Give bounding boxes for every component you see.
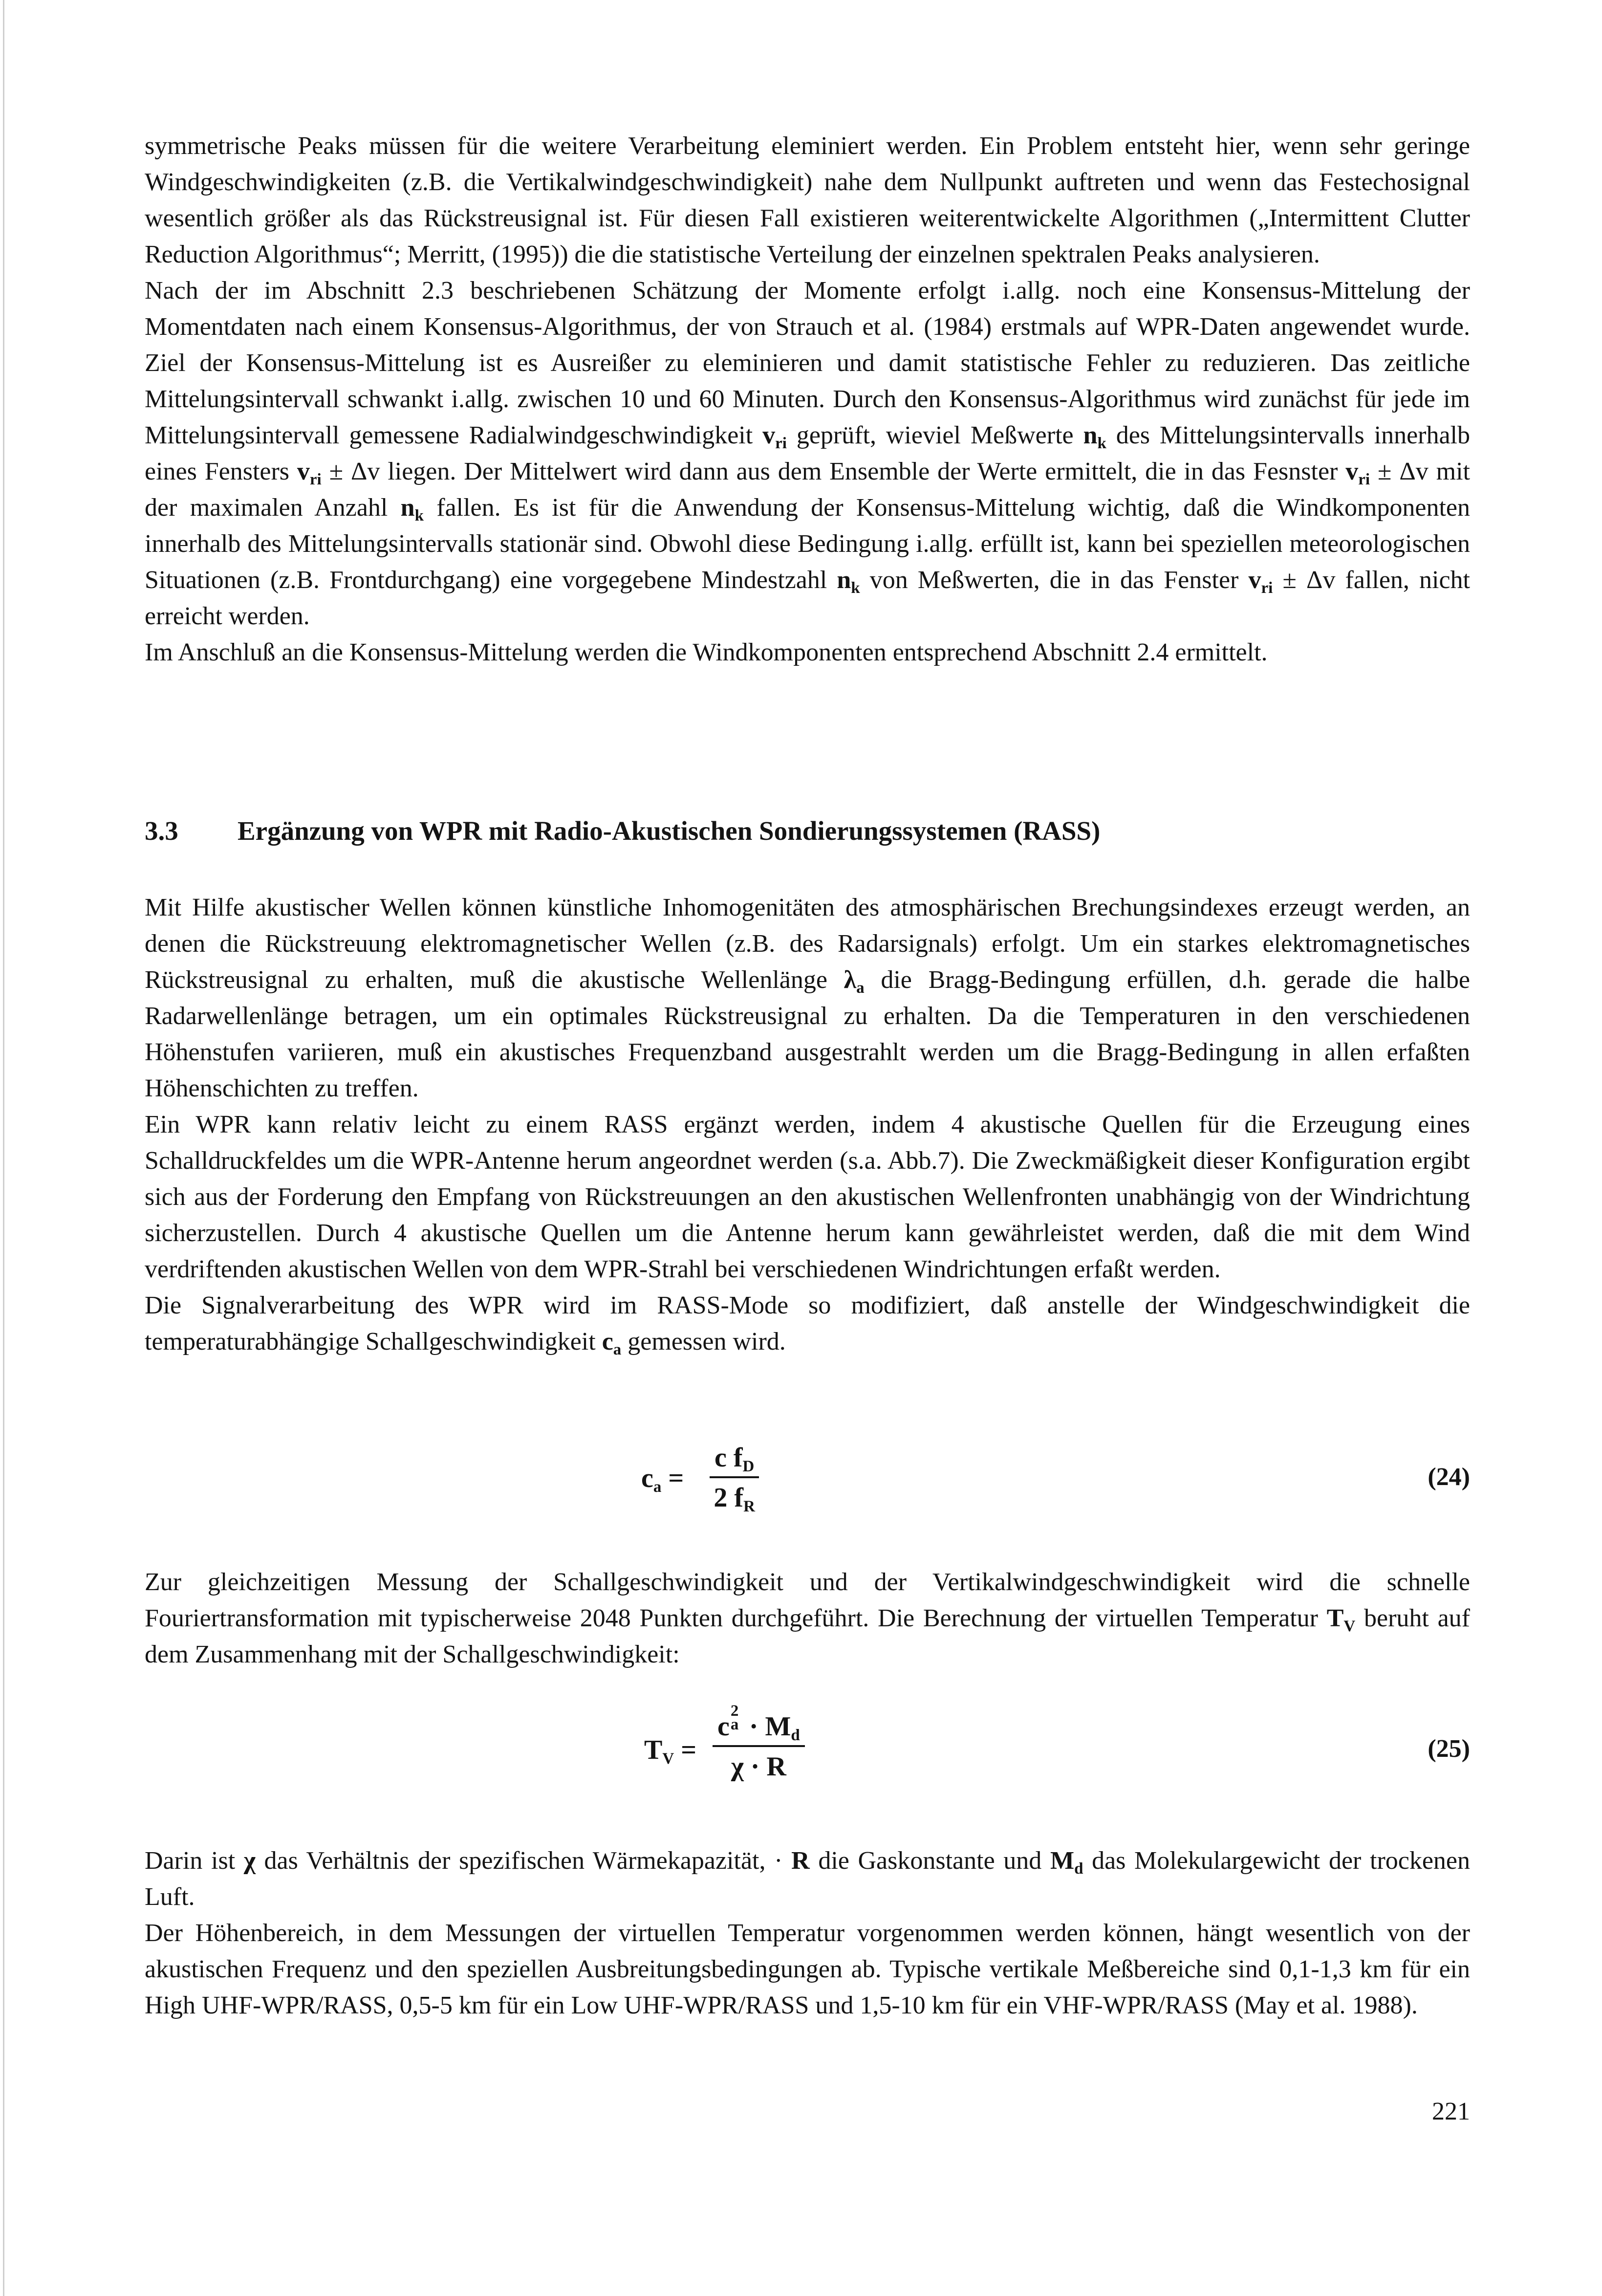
virtual-temperature-block bbox=[145, 1564, 1470, 1673]
section-heading bbox=[145, 811, 1100, 851]
top-text-block bbox=[145, 128, 1470, 671]
equation-24-lhs: $c_a$ = bbox=[641, 1463, 684, 1496]
symbol-r: R bbox=[791, 1847, 810, 1875]
symbol-c-a: $c_a$ bbox=[602, 1328, 622, 1358]
symbol-chi: χ bbox=[243, 1847, 256, 1875]
symbol-v-ri: $v_{ri}$ bbox=[762, 421, 787, 452]
equation-25-denominator: χ · R bbox=[731, 1751, 786, 1782]
section-title: Ergänzung von WPR mit Radio-Akustischen Sondierungssystemen (RASS) bbox=[238, 816, 1101, 846]
rass-text-block bbox=[145, 890, 1470, 1360]
paragraph-signal-processing: Die Signalverarbeitung des WPR wird im RASS-Mode so modifiziert, daß anstelle der Windgeschwindigkeit die temperaturabhängige Schallgeschwindigkeit $c_a$ gemessen wird. bbox=[145, 1291, 1470, 1358]
paragraph-wpr-rass-configuration: Ein WPR kann relativ leicht zu einem RASS ergänzt werden, indem 4 akustische Quellen für die Erzeugung eines Schalldruckfeldes um die WPR-Antenne herum angeordnet werden (s.a. Abb.7). Die Zweckmäßigkeit dieser Konfiguration ergibt sich aus der Forderung den Empfang von Rückstreuungen an den akustischen Wellenfronten unabhängig von der Windrichtung sicherzustellen. Durch 4 akustische Quellen um die Antenne herum kann gewährleistet werden, daß die mit dem Wind verdriftenden akustischen Wellen von dem WPR-Strahl bei verschiedenen Windrichtungen erfaßt werden. bbox=[145, 1111, 1470, 1283]
paragraph-measurement-ranges: Der Höhenbereich, in dem Messungen der virtuellen Temperatur vorgenommen werden können, hängt wesentlich von der akustischen Frequenz und den speziellen Ausbreitungsbedingungen ab. Typische vertikale Meßbereiche sind 0,1-1,3 km für ein High UHF-WPR/RASS, 0,5-5 km für ein Low UHF-WPR/RASS und 1,5-10 km für ein VHF-WPR/RASS (May et al. 1988). bbox=[145, 1919, 1470, 2019]
scan-edge-line bbox=[3, 0, 4, 2296]
paragraph-fourier-transformation: Zur gleichzeitigen Messung der Schallgeschwindigkeit und der Vertikalwindgeschwindigkeit wird die schnelle Fouriertransformation mit typischerweise 2048 Punkten durchgeführt. Die Berechnung der virtuellen Temperatur $T_V$ beruht auf dem Zusammenhang mit der Schallgeschwindigkeit: bbox=[145, 1568, 1470, 1668]
bottom-text-block bbox=[145, 1843, 1470, 2024]
equation-24-number: (24) bbox=[1428, 1463, 1470, 1491]
symbol-v-ri: $v_{ri}$ bbox=[1248, 566, 1273, 597]
symbol-t-v: $T_V$ bbox=[1326, 1604, 1356, 1635]
equation-25-number: (25) bbox=[1428, 1735, 1470, 1763]
paragraph-consensus: Nach der im Abschnitt 2.3 beschriebenen Schätzung der Momente erfolgt i.allg. noch eine Konsensus-Mittelung der Momentdaten nach einem Konsensus-Algorithmus, der von Strauch et al. (1984) erstmals auf WPR-Daten angewendet wurde. Ziel der Konsensus-Mittelung ist es Ausreißer zu eleminieren und damit statistische Fehler zu reduzieren. Das zeitliche Mittelungsintervall schwankt i.allg. zwischen 10 und 60 Minuten. Durch den Konsensus-Algorithmus wird zunächst für jede im Mittelungsintervall gemessene Radialwindgeschwindigkeit $v_{ri}$ geprüft, wieviel Meßwerte $n_k$ des Mittelungsintervalls innerhalb eines Fensters $v_{ri} \pm \Delta v$ liegen. Der Mittelwert wird dann aus dem Ensemble der Werte ermittelt, die in das Fesnster $v_{ri} \pm \Delta v$ mit der maximalen Anzahl $n_k$ fallen. Es ist für die Anwendung der Konsensus-Mittelung wichtig, daß die Windkomponenten innerhalb des Mittelungsintervalls stationär sind. Obwohl diese Bedingung i.allg. erfüllt ist, kann bei speziellen meteorologischen Situationen (z.B. Frontdurchgang) eine vorgegebene Mindestzahl $n_k$ von Meßwerten, die in das Fenster $v_{ri} \pm \Delta v$ fallen, nicht erreicht werden. bbox=[145, 277, 1471, 630]
equation-25-numerator: c 2 a · $M_d$ bbox=[713, 1711, 805, 1747]
symbol-lambda-a: $\lambda_a$ bbox=[844, 966, 865, 997]
equation-24-denominator: 2 $f_R$ bbox=[714, 1483, 755, 1515]
symbol-n-k: $n_k$ bbox=[1083, 421, 1106, 452]
paragraph-symmetric-peaks: symmetrische Peaks müssen für die weitere Verarbeitung eleminiert werden. Ein Problem entsteht hier, wenn sehr geringe Windgeschwindigkeiten (z.B. die Vertikalwindgeschwindigkeit) nahe dem Nullpunkt auftreten und wenn das Festechosignal wesentlich größer als das Rückstreusignal ist. Für diesen Fall existieren weiterentwickelte Algorithmen („Intermittent Clutter Reduction Algorithmus“; Merritt, (1995)) die die statistische Verteilung der einzelnen spektralen Peaks analysieren. bbox=[145, 132, 1470, 268]
equation-24-numerator: c $f_D$ bbox=[710, 1442, 759, 1478]
paragraph-acoustic-waves: Mit Hilfe akustischer Wellen können künstliche Inhomogenitäten des atmosphärischen Brechungsindexes erzeugt werden, an denen die Rückstreuung elektromagnetischer Wellen (z.B. des Radarsignals) erfolgt. Um ein starkes elektromagnetisches Rückstreusignal zu erhalten, muß die akustische Wellenlänge $\lambda_a$ die Bragg-Bedingung erfüllen, d.h. gerade die halbe Radarwellenlänge betragen, um ein optimales Rückstreusignal zu erhalten. Da die Temperaturen in den verschiedenen Höhenstufen variieren, muß ein akustisches Frequenzband ausgestrahlt werden um die Bragg-Bedingung in allen erfaßten Höhenschichten zu treffen. bbox=[145, 894, 1470, 1102]
symbol-n-k: $n_k$ bbox=[400, 494, 424, 525]
equation-24-fraction bbox=[710, 1442, 759, 1513]
equation-25-fraction bbox=[713, 1702, 805, 1782]
page-number: 221 bbox=[1432, 2098, 1470, 2125]
symbol-n-k: $n_k$ bbox=[837, 566, 860, 597]
equation-25-lhs: $T_V$ = bbox=[644, 1735, 697, 1768]
symbol-v-ri: $v_{ri}$ bbox=[297, 458, 322, 488]
section-number: 3.3 bbox=[145, 816, 178, 846]
paragraph-wind-components: Im Anschluß an die Konsensus-Mittelung werden die Windkomponenten entsprechend Abschnitt 2.4 ermittelt. bbox=[145, 638, 1268, 666]
symbol-v-ri: $v_{ri}$ bbox=[1345, 458, 1370, 488]
paragraph-heat-capacity: Darin ist χ das Verhältnis der spezifischen Wärmekapazität, · R die Gaskonstante und $M_d$ das Molekulargewicht der trockenen Luft. bbox=[145, 1847, 1471, 1911]
symbol-m-d: $M_d$ bbox=[1050, 1847, 1083, 1878]
